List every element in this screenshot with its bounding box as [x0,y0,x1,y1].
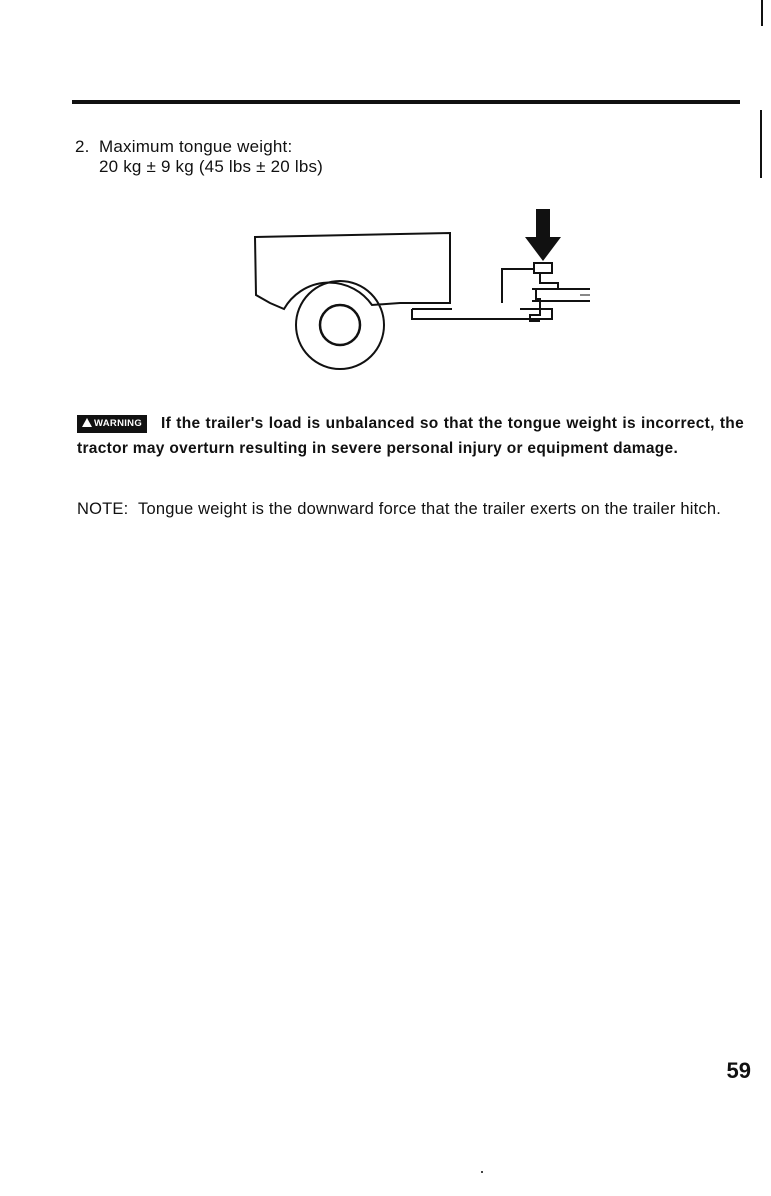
warning-triangle-icon [82,418,92,427]
trailer-wheel [296,281,384,369]
trailer-hitch-diagram [240,205,600,375]
spec-value: 20 kg ± 9 kg (45 lbs ± 20 lbs) [99,157,324,176]
spec-label: Maximum tongue weight: [99,137,293,156]
edge-mark-side [760,110,762,178]
tongue-weight-spec [75,137,323,177]
top-rule [72,100,740,104]
spec-number: 2. [75,137,90,156]
note-label: NOTE: [77,500,129,518]
note-text: Tongue weight is the downward force that the trailer exerts on the trailer hitch. [138,500,722,518]
trailer-body [255,233,450,309]
note-block [77,497,744,521]
warning-block [77,411,744,461]
warning-text: If the trailer's load is unbalanced so that the tongue weight is incorrect, the tractor may overturn resulting in severe personal injury or equipment damage. [77,415,744,457]
wheel-hub [320,305,360,345]
downward-force-arrow [525,209,561,261]
warning-badge [77,415,147,433]
hitch-ball [534,263,552,273]
edge-mark-top [761,0,763,26]
hitch-coupler [502,269,558,321]
warning-badge-label: WARNING [94,418,143,429]
page-number: 59 [726,1058,751,1083]
scan-speck [481,1171,483,1173]
